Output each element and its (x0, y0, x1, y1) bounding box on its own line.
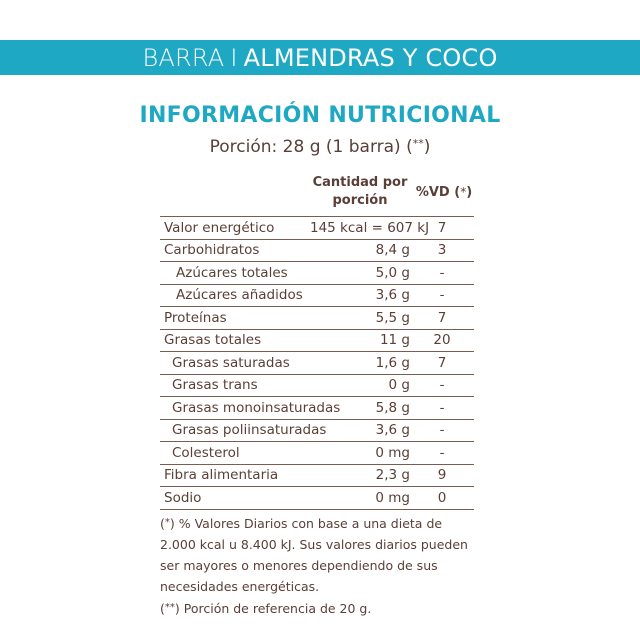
portion-close: ) (423, 137, 431, 157)
row-label: Valor energético (164, 219, 275, 236)
vd-header-mark: * (460, 185, 467, 199)
row-label: Grasas totales (164, 332, 262, 349)
vd-header-close: ) (466, 185, 473, 200)
row-label: Grasas trans (172, 377, 258, 394)
table-row (160, 262, 474, 285)
vd-column-header (414, 183, 474, 202)
row-amount: 11 g (379, 332, 410, 349)
footnote-1-text: % Valores Diarios con base a una dieta de 2.000 kcal u 8.400 kJ. Sus valores diarios pueden ser mayores o menores dependiendo de sus necesidades energéticas. (160, 516, 468, 594)
row-amount: 3,6 g (375, 287, 410, 304)
product-banner (0, 40, 640, 75)
table-row (160, 397, 474, 420)
banner-separator: I (230, 43, 238, 72)
table-row (160, 285, 474, 308)
portion-info (0, 137, 640, 157)
row-amount: 0 mg (375, 444, 410, 461)
portion-mark: ** (412, 137, 424, 150)
row-vd: 9 (437, 467, 447, 484)
row-vd: - (439, 444, 445, 461)
footnotes (160, 512, 480, 619)
row-vd: 7 (437, 354, 447, 371)
row-label: Colesterol (172, 444, 240, 461)
row-amount: 145 kcal = 607 kJ (310, 219, 430, 236)
row-amount: 1,6 g (375, 354, 410, 371)
nutrition-table (160, 216, 474, 510)
row-label: Azúcares totales (176, 264, 288, 281)
amount-header-line2: porción (332, 193, 388, 208)
vd-header-text: %VD ( (415, 185, 461, 200)
row-vd: 7 (437, 309, 447, 326)
nutrition-title: INFORMACIÓN NUTRICIONAL (139, 103, 501, 128)
footnote-2-text: Porción de referencia de 20 g. (179, 601, 372, 616)
row-vd: - (439, 264, 445, 281)
row-vd: - (439, 287, 445, 304)
footnote-2: (**) Porción de referencia de 20 g. (160, 601, 372, 616)
table-row (160, 217, 474, 240)
row-vd: 20 (433, 332, 451, 349)
row-label: Carbohidratos (164, 242, 260, 259)
row-vd: - (439, 422, 445, 439)
portion-text: Porción: 28 g (1 barra) ( (209, 137, 413, 157)
row-label: Proteínas (164, 309, 227, 326)
table-row (160, 375, 474, 398)
row-amount: 8,4 g (375, 242, 410, 259)
row-amount: 5,8 g (375, 399, 410, 416)
amount-column-header (306, 174, 414, 210)
row-amount: 0 g (388, 377, 410, 394)
row-label: Sodio (164, 489, 202, 506)
row-vd: 3 (437, 242, 447, 259)
table-row (160, 352, 474, 375)
row-vd: 0 (437, 489, 447, 506)
row-label: Azúcares añadidos (176, 287, 303, 304)
footnote-2-mark: ** (164, 602, 175, 613)
row-vd: 7 (437, 219, 447, 236)
table-row (160, 330, 474, 353)
table-row (160, 420, 474, 443)
banner-prefix: BARRA (142, 43, 225, 72)
amount-header-line1: Cantidad por (312, 175, 408, 190)
row-amount: 5,0 g (375, 264, 410, 281)
row-label: Grasas monoinsaturadas (172, 399, 341, 416)
row-amount: 0 mg (375, 489, 410, 506)
row-amount: 2,3 g (375, 467, 410, 484)
table-row (160, 487, 474, 510)
row-label: Fibra alimentaria (164, 467, 279, 484)
table-row (160, 465, 474, 488)
banner-product-name: ALMENDRAS Y COCO (243, 43, 498, 72)
table-row (160, 240, 474, 263)
row-vd: - (439, 377, 445, 394)
table-row (160, 307, 474, 330)
row-label: Grasas saturadas (172, 354, 290, 371)
row-vd: - (439, 399, 445, 416)
row-amount: 5,5 g (375, 309, 410, 326)
row-label: Grasas poliinsaturadas (172, 422, 327, 439)
footnote-1: (*) % Valores Diarios con base a una dieta de 2.000 kcal u 8.400 kJ. Sus valores diarios pueden ser mayores o menores dependiendo de sus necesidades energéticas. (160, 516, 468, 594)
footnote-1-mark: * (164, 517, 170, 528)
table-row (160, 442, 474, 465)
row-amount: 3,6 g (375, 422, 410, 439)
